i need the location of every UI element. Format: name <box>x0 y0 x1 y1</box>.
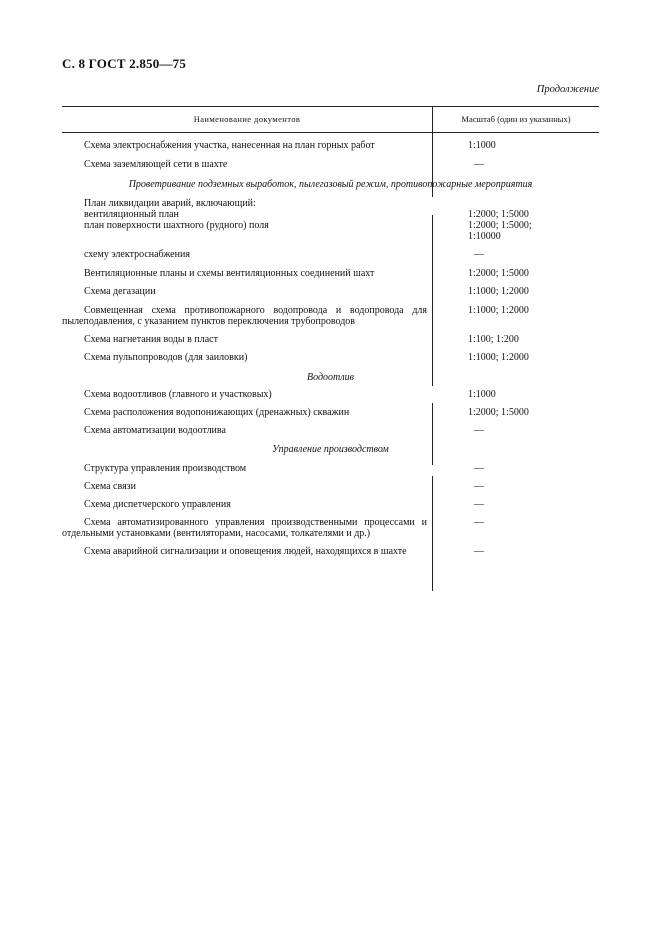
document-name: Совмещенная схема противопожарного водопровода и водопровода для пылеподавления, с указанием пунктов переключения трубопроводов <box>62 305 427 327</box>
document-name: Схема пульпопроводов (для заиловки) <box>84 352 248 363</box>
document-scale: 1:2000; 1:5000 <box>468 407 529 418</box>
document-name: план поверхности шахтного (рудного) поля <box>84 220 269 231</box>
document-scale: — <box>474 517 484 528</box>
document-name: Схема электроснабжения участка, нанесенная на план горных работ <box>84 140 375 151</box>
section-heading: Водоотлив <box>307 372 354 383</box>
column-divider <box>432 215 433 386</box>
document-name: Схема заземляющей сети в шахте <box>84 159 228 170</box>
document-name: Схема диспетчерского управления <box>84 499 231 510</box>
document-name: Схема аварийной сигнализации и оповещения людей, находящихся в шахте <box>84 546 407 557</box>
document-scale: — <box>474 499 484 510</box>
document-scale: 1:100; 1:200 <box>468 334 519 345</box>
section-heading: Управление производством <box>272 444 389 455</box>
document-name: Структура управления производством <box>84 463 247 474</box>
document-scale: 1:1000; 1:2000 <box>468 286 529 297</box>
document-name: Схема автоматизации водоотлива <box>84 425 226 436</box>
document-name: схему электроснабжения <box>84 249 190 260</box>
document-scale: — <box>474 425 484 436</box>
document-name: Схема автоматизированного управления производственными процессами и отдельными установками (вентиляторами, насосами, толкателями и др.) <box>62 517 427 539</box>
document-name: вентиляционный план <box>84 209 179 220</box>
document-scale: 1:1000; 1:2000 <box>468 352 529 363</box>
document-name: Схема водоотливов (главного и участковых) <box>84 389 272 400</box>
document-name: План ликвидации аварий, включающий: <box>84 198 256 209</box>
column-header-scale: Масштаб (один из указанных) <box>432 107 599 132</box>
documents-table <box>62 106 599 557</box>
document-scale: — <box>474 546 484 557</box>
document-scale: 1:1000; 1:2000 <box>468 305 529 316</box>
document-name: Схема нагнетания воды в пласт <box>84 334 218 345</box>
continuation-label: Продолжение <box>536 84 599 95</box>
document-scale: 1:1000 <box>468 389 496 400</box>
document-scale: 1:2000; 1:5000; <box>468 220 532 231</box>
document-scale: — <box>474 249 484 260</box>
section-heading: Проветривание подземных выработок, пылегазовый режим, противопожарные мероприятия <box>128 179 533 190</box>
column-header-name: Наименование документов <box>193 114 301 124</box>
table-header <box>62 106 599 133</box>
document-scale: 1:2000; 1:5000 <box>468 209 529 220</box>
column-divider <box>432 403 433 465</box>
document-scale: — <box>474 463 484 474</box>
document-scale: 1:1000 <box>468 140 496 151</box>
column-divider <box>432 476 433 591</box>
document-scale: 1:10000 <box>468 231 501 242</box>
document-scale: 1:2000; 1:5000 <box>468 268 529 279</box>
document-scale: — <box>474 481 484 492</box>
document-scale: — <box>474 159 484 170</box>
document-name: Схема дегазации <box>84 286 156 297</box>
document-name: Вентиляционные планы и схемы вентиляционных соединений шахт <box>84 268 375 279</box>
document-name: Схема связи <box>84 481 136 492</box>
document-name: Схема расположения водопонижающих (дренажных) скважин <box>84 407 350 418</box>
page-header: С. 8 ГОСТ 2.850—75 <box>62 56 187 71</box>
